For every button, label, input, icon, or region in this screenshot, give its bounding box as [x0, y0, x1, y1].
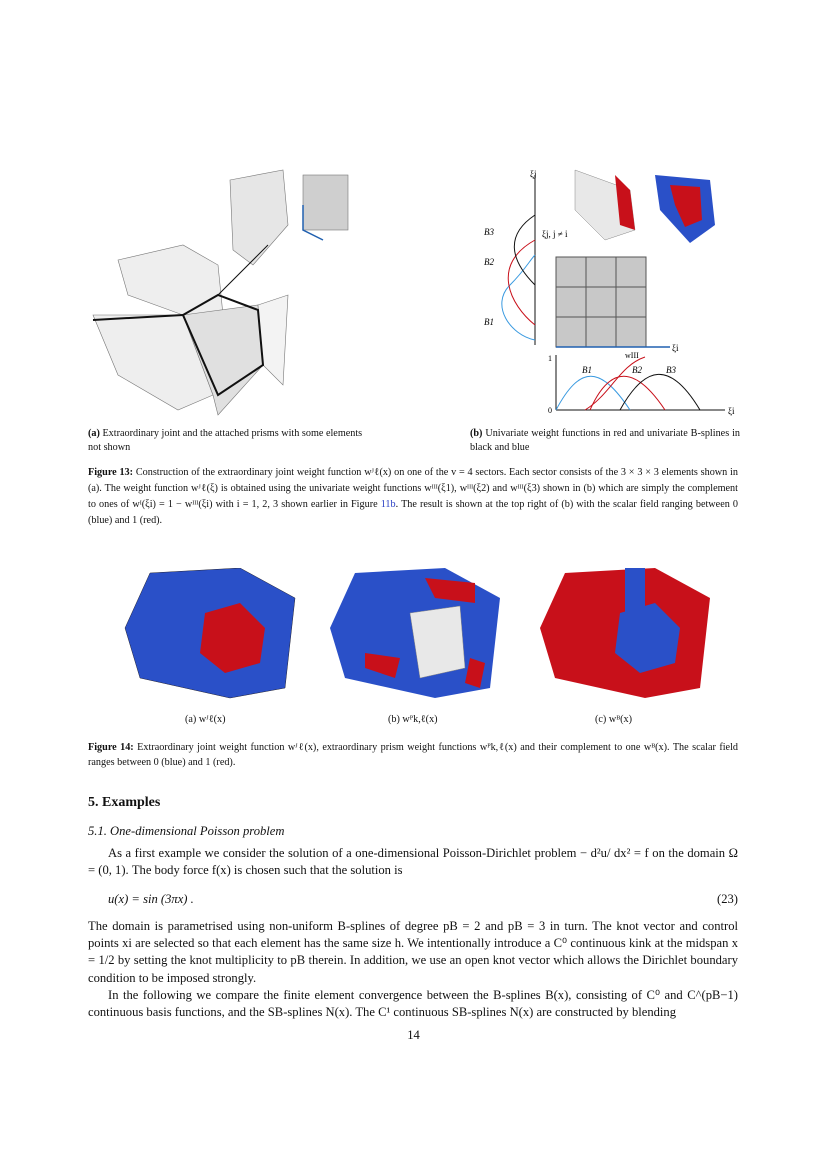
- xi-j-axis-label: ξj: [530, 169, 537, 179]
- paragraph-2: The domain is parametrised using non-uniform B-splines of degree pB = 2 and pB = 3 in turn. The knot vector and control points xi are selected so that each element has the same size h. We intentionally introduce a C⁰ continuous kink at the midspan x = 1/2 by setting the knot multiplicity to pB therein. In addition, we use an open knot vector which allows the Dirichlet boundary condition to be imposed strongly.: [88, 919, 738, 985]
- paragraph-3: In the following we compare the finite element convergence between the B-splines B(x), consisting of C⁰ and C^(pB−1) continuous basis functions, and the SB-splines N(x). The C¹ continuous SB-splines N(x) are constructed by blending: [88, 988, 738, 1020]
- fig14-images: [120, 568, 710, 703]
- subcaption-text: Univariate weight functions in red and univariate B-splines in black and blue: [470, 428, 740, 453]
- page-number: 14: [407, 1028, 420, 1042]
- b2-label: B2: [632, 365, 642, 375]
- caption-text-end: . The result is shown at the top right of (b) with the scalar field ranging between 0 (blue) and 1 (red).: [88, 499, 738, 526]
- fig14b-subcaption: (b) wᴾk,ℓ(x): [388, 714, 438, 725]
- wiii-label: wIII: [625, 351, 639, 360]
- b1-label: B1: [582, 365, 592, 375]
- fig14b-image: [330, 568, 500, 698]
- caption-text: Construction of the extraordinary joint weight function wᴶℓ(x) on one of the v = 4 sectors. Each sector consists of the 3 × 3 × 3 elements shown in (a). The weight function wᴶℓ(ξ) is obtained using the univariate weight functions wᴵᴵᴵ(ξ1), wᴵᴵᴵ(ξ2) and wᴵᴵᴵ(ξ3) shown in (b) which are simply the complement to ones of wᴵ(ξi) = 1 − wᴵᴵᴵ(ξi) with i = 1, 2, 3 shown earlier in Figure: [88, 467, 738, 510]
- subcaption-text: Extraordinary joint and the attached prisms with some elements not shown: [88, 428, 363, 453]
- b2-label-left: B2: [484, 257, 494, 267]
- fig13b-weight-functions-plot: [470, 165, 745, 420]
- b1-label-left: B1: [484, 317, 494, 327]
- caption-text: Extraordinary joint weight function wᴶℓ(x), extraordinary prism weight functions wᴾk,ℓ(x) and their complement to one wᴮ(x). The scalar field ranges between 0 (blue) and 1 (red).: [88, 742, 738, 768]
- xi-j-ne-i-label: ξj, j ≠ i: [542, 229, 568, 239]
- paragraph-1: As a first example we consider the solution of a one-dimensional Poisson-Dirichlet problem − d²u/ dx² = f on the domain Ω = (0, 1). The body force f(x) is chosen such that the solution is: [88, 846, 738, 878]
- fig13-caption: [88, 465, 738, 529]
- xi-i-label-bottom: ξi: [728, 406, 735, 416]
- fig14c-image: [540, 568, 710, 698]
- figure-ref-link[interactable]: 11b: [380, 499, 396, 510]
- equation-number: (23): [717, 892, 738, 906]
- subcaption-label: (b): [470, 428, 483, 439]
- fig14a-subcaption: (a) wᴶℓ(x): [185, 714, 226, 725]
- subsection-heading: 5.1. One-dimensional Poisson problem: [88, 824, 285, 838]
- fig14a-image: [125, 568, 295, 698]
- fig13a-subcaption: [88, 427, 363, 454]
- fig14-caption: [88, 740, 738, 770]
- tick-one: 1: [548, 354, 552, 363]
- fig14c-subcaption: (c) wᴮ(x): [595, 714, 633, 725]
- b3-label-left: B3: [484, 227, 494, 237]
- fig13a-mesh-image: [88, 165, 368, 420]
- equation-23: u(x) = sin (3πx) .: [108, 892, 194, 906]
- b3-label: B3: [666, 365, 676, 375]
- tick-zero: 0: [548, 406, 552, 415]
- xi-i-label-top: ξi: [672, 343, 679, 353]
- subcaption-label: (a): [88, 428, 100, 439]
- section-heading: 5. Examples: [88, 795, 161, 810]
- caption-label: Figure 14:: [88, 742, 134, 753]
- caption-label: Figure 13:: [88, 467, 134, 478]
- fig13b-subcaption: [470, 427, 740, 454]
